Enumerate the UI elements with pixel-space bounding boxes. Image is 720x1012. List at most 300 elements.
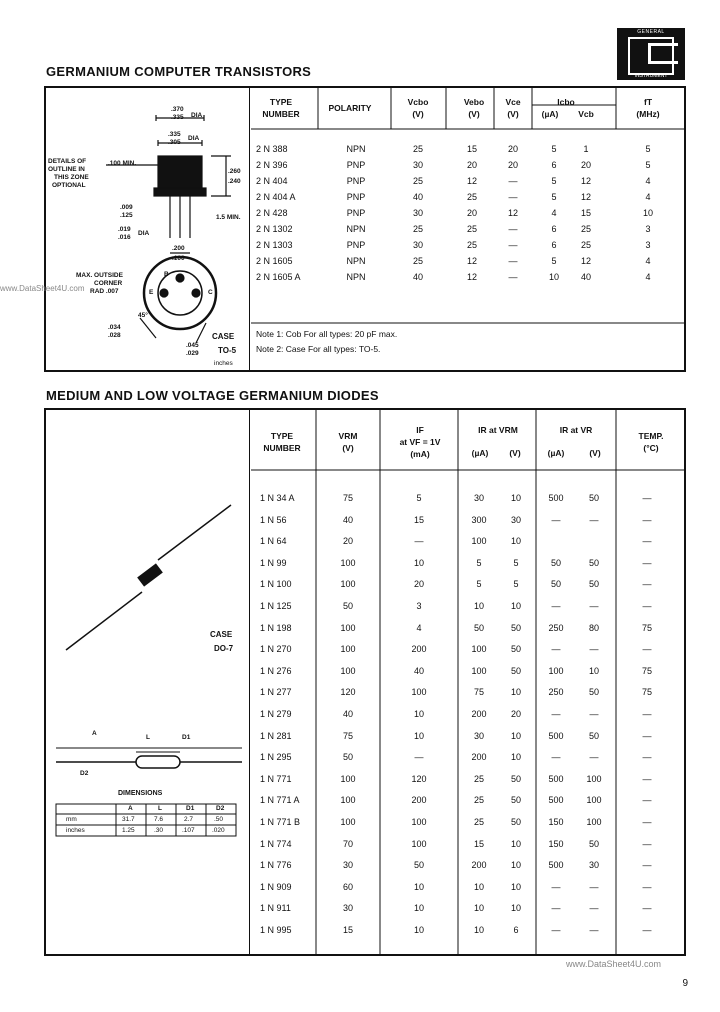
details-label: DETAILS OF xyxy=(48,158,87,165)
transistor-vce-cell: — xyxy=(508,240,518,250)
dim-row-inches: inches xyxy=(66,827,85,834)
hdr-polarity: POLARITY xyxy=(328,103,372,113)
diode-number-cell: 1 N 64 xyxy=(260,536,287,547)
diode-number-cell: 1 N 100 xyxy=(260,579,292,590)
diode-if-cell: 120 xyxy=(411,773,427,784)
lead-c-label: C xyxy=(208,289,213,296)
transistor-vce-cell: — xyxy=(508,272,518,282)
transistor-vebo-cell: 25 xyxy=(466,192,477,202)
diode-v1-cell: 50 xyxy=(510,773,521,784)
diode-v2-cell: 50 xyxy=(588,730,599,741)
diode-v2-cell: 50 xyxy=(588,838,599,849)
diode-ir2-cell: 500 xyxy=(548,773,564,784)
diode-ir2-cell: 500 xyxy=(548,493,564,503)
diode-v2-cell: 50 xyxy=(588,687,599,698)
diode-vrm-cell: 100 xyxy=(340,795,356,806)
transistor-number-cell: 2 N 1303 xyxy=(256,240,293,250)
diode-case-type: DO-7 xyxy=(214,644,234,653)
diode-ir2-cell: 150 xyxy=(548,838,564,849)
diode-temp-cell: — xyxy=(642,601,652,611)
diode-ir1-cell: 300 xyxy=(471,514,487,525)
diode-ir1-cell: 100 xyxy=(471,536,487,547)
d-hdr-v1-unit: (V) xyxy=(509,448,521,458)
diode-temp-cell: — xyxy=(642,644,652,655)
diode-ir1-cell: 75 xyxy=(473,687,484,698)
diode-ir2-cell: 500 xyxy=(548,730,564,741)
diode-vrm-cell: 30 xyxy=(342,860,353,871)
dim-028: .028 xyxy=(108,332,121,339)
diode-v2-cell: 50 xyxy=(588,493,599,503)
watermark-right: www.DataSheet4U.com xyxy=(566,959,662,969)
dim-100: .100 xyxy=(172,255,185,262)
diode-if-cell: 100 xyxy=(411,838,427,849)
d-hdr-type: TYPE xyxy=(270,431,294,441)
diode-number-cell: 1 N 295 xyxy=(260,752,292,763)
note-1: Note 1: Cob For all types: 20 pF max. xyxy=(256,329,398,339)
diode-if-cell: — xyxy=(414,536,424,547)
diode-v2-cell: — xyxy=(589,644,599,655)
diode-temp-cell: — xyxy=(642,536,652,547)
diode-ir1-cell: 25 xyxy=(473,773,484,784)
transistor-number-cell: 2 N 1605 xyxy=(256,256,293,266)
transistor-vcb-cell: 40 xyxy=(580,272,591,282)
diode-number-cell: 1 N 771 B xyxy=(260,817,301,827)
transistor-icbo-cell: 5 xyxy=(551,144,557,154)
diode-v1-cell: 10 xyxy=(510,860,521,871)
transistor-polarity-cell: PNP xyxy=(346,208,366,218)
transistor-vcbo-cell: 25 xyxy=(412,144,423,154)
diode-vrm-cell: 100 xyxy=(340,644,356,655)
dim-125: .125 xyxy=(120,212,133,219)
diode-if-cell: 200 xyxy=(411,795,427,806)
rad-label: RAD .007 xyxy=(90,288,119,295)
diode-v2-cell: 100 xyxy=(586,817,602,827)
transistor-ft-cell: 5 xyxy=(645,160,651,170)
dim-019: .019 xyxy=(118,226,131,233)
diode-number-cell: 1 N 125 xyxy=(260,601,292,611)
diode-v2-cell: 100 xyxy=(586,795,602,806)
d-hdr-ir2-unit: (µA) xyxy=(547,448,565,458)
transistor-ft-cell: 10 xyxy=(642,208,653,218)
dim-label-d2: D2 xyxy=(80,770,89,777)
hdr-vcbo-unit: (V) xyxy=(412,109,424,119)
diode-ir2-cell: 50 xyxy=(550,579,561,590)
dim-335b: .335 xyxy=(168,131,181,138)
diode-ir1-cell: 25 xyxy=(473,817,484,827)
lead-e-label: E xyxy=(149,289,154,296)
transistor-vcbo-cell: 25 xyxy=(412,256,423,266)
diode-ir1-cell: 30 xyxy=(473,493,484,503)
diode-vrm-cell: 15 xyxy=(342,925,353,935)
diode-case-label: CASE xyxy=(210,630,233,639)
d-hdr-vrm-unit: (V) xyxy=(342,443,354,453)
transistor-vcb-cell: 12 xyxy=(580,176,591,186)
d-hdr-temp: TEMP. xyxy=(638,431,664,441)
hdr-vce-unit: (V) xyxy=(507,109,519,119)
d-hdr-if: IF xyxy=(416,425,424,435)
diode-v2-cell: 10 xyxy=(588,665,599,676)
diode-temp-cell: — xyxy=(642,925,652,935)
transistor-vebo-cell: 25 xyxy=(466,240,477,250)
transistor-vcbo-cell: 30 xyxy=(412,160,423,170)
case-label: CASE xyxy=(212,332,235,341)
diode-vrm-cell: 100 xyxy=(340,817,356,827)
hdr-vcbo: Vcbo xyxy=(407,97,429,107)
diode-number-cell: 1 N 774 xyxy=(260,838,292,849)
dim-hdr-d2: D2 xyxy=(216,805,225,812)
diode-temp-cell: — xyxy=(642,493,652,503)
diode-number-cell: 1 N 776 xyxy=(260,860,292,871)
dim-hdr-a: A xyxy=(128,805,133,812)
transistor-icbo-cell: 10 xyxy=(548,272,559,282)
lead-b-label: B xyxy=(164,271,169,278)
diode-ir1-cell: 10 xyxy=(473,881,484,892)
diode-ir2-cell: 100 xyxy=(548,665,564,676)
hdr-vcb: Vcb xyxy=(578,109,594,119)
dia-label-1: DIA xyxy=(191,112,203,119)
diode-number-cell: 1 N 276 xyxy=(260,665,292,676)
watermark-left: www.DataSheet4U.com xyxy=(0,284,85,293)
do7-case-drawing xyxy=(46,410,250,954)
diode-temp-cell: — xyxy=(642,752,652,763)
diode-v1-cell: 6 xyxy=(513,925,519,935)
diode-ir2-cell: — xyxy=(551,514,561,525)
diode-vrm-cell: 75 xyxy=(342,493,353,503)
transistor-icbo-cell: 5 xyxy=(551,176,557,186)
diode-v2-cell: — xyxy=(589,709,599,719)
dim-029: .029 xyxy=(186,350,199,357)
diode-temp-cell: — xyxy=(642,795,652,806)
diode-temp-cell: — xyxy=(642,773,652,784)
diode-if-cell: 50 xyxy=(413,860,424,871)
d-hdr-ir-vrm: IR at VRM xyxy=(478,425,518,435)
diode-ir2-cell: — xyxy=(551,881,561,892)
diode-vrm-cell: 100 xyxy=(340,622,356,633)
d-hdr-temp-unit: (°C) xyxy=(643,443,659,453)
dim-hdr-l: L xyxy=(158,805,162,812)
transistor-vcbo-cell: 40 xyxy=(412,272,423,282)
transistor-vce-cell: 20 xyxy=(507,160,518,170)
transistor-vcb-cell: 25 xyxy=(580,240,591,250)
diode-if-cell: — xyxy=(414,752,424,763)
diode-v1-cell: 5 xyxy=(513,557,519,568)
dim-label-l: L xyxy=(146,734,150,741)
transistor-ft-cell: 4 xyxy=(645,272,651,282)
diode-v1-cell: 10 xyxy=(510,536,521,547)
diode-if-cell: 4 xyxy=(416,622,422,633)
d-hdr-if-unit: (mA) xyxy=(410,449,430,459)
diode-v2-cell: 100 xyxy=(586,773,602,784)
diode-if-cell: 15 xyxy=(413,514,424,525)
transistor-vce-cell: — xyxy=(508,224,518,234)
diode-ir2-cell: — xyxy=(551,925,561,935)
diode-ir2-cell: — xyxy=(551,903,561,914)
d-hdr-vrm: VRM xyxy=(338,431,358,441)
diode-v1-cell: 50 xyxy=(510,665,521,676)
diode-ir1-cell: 10 xyxy=(473,925,484,935)
diode-number-cell: 1 N 277 xyxy=(260,687,292,698)
transistor-ft-cell: 3 xyxy=(645,224,651,234)
diode-ir2-cell: 250 xyxy=(548,687,564,698)
transistor-vcb-cell: 25 xyxy=(580,224,591,234)
dim-mm-a: 31.7 xyxy=(122,816,135,823)
dim-in-d1: .107 xyxy=(182,827,195,834)
diode-if-cell: 100 xyxy=(411,817,427,827)
diode-v2-cell: 50 xyxy=(588,579,599,590)
transistor-drawing-panel xyxy=(46,88,250,370)
diode-temp-cell: — xyxy=(642,709,652,719)
d-hdr-v2-unit: (V) xyxy=(589,448,601,458)
d-hdr-if-cond: at VF = 1V xyxy=(399,437,441,447)
dia-label-2: DIA xyxy=(188,135,200,142)
diode-v2-cell: — xyxy=(589,881,599,892)
diode-number-cell: 1 N 279 xyxy=(260,709,292,719)
logo-frame xyxy=(628,37,674,75)
diode-ir2-cell: — xyxy=(551,644,561,655)
transistor-number-cell: 2 N 428 xyxy=(256,208,288,218)
transistor-icbo-cell: 6 xyxy=(551,224,557,234)
diode-if-cell: 10 xyxy=(413,557,424,568)
dim-row-mm: mm xyxy=(66,816,77,823)
transistor-vcb-cell: 12 xyxy=(580,192,591,202)
diode-number-cell: 1 N 34 A xyxy=(260,493,295,503)
diode-if-cell: 10 xyxy=(413,709,424,719)
dim-240: .240 xyxy=(228,178,241,185)
dim-034: .034 xyxy=(108,324,121,331)
diode-v1-cell: 10 xyxy=(510,493,521,503)
transistor-polarity-cell: NPN xyxy=(346,144,366,154)
diode-v2-cell: 30 xyxy=(588,860,599,871)
transistor-vebo-cell: 25 xyxy=(466,224,477,234)
diode-ir1-cell: 200 xyxy=(471,709,487,719)
diode-vrm-cell: 100 xyxy=(340,665,356,676)
diode-vrm-cell: 100 xyxy=(340,773,356,784)
diode-ir2-cell: — xyxy=(551,601,561,611)
diode-ir1-cell: 5 xyxy=(476,579,482,590)
dim-200: .200 xyxy=(172,245,185,252)
hdr-ft: fT xyxy=(643,97,653,107)
transistor-vcbo-cell: 25 xyxy=(412,176,423,186)
diode-ir1-cell: 10 xyxy=(473,601,484,611)
diode-v2-cell: 50 xyxy=(588,557,599,568)
hdr-vebo-unit: (V) xyxy=(468,109,480,119)
diode-vrm-cell: 75 xyxy=(342,730,353,741)
outline-label: OUTLINE IN xyxy=(48,166,85,173)
transistor-vce-cell: — xyxy=(508,192,518,202)
diode-v1-cell: 50 xyxy=(510,795,521,806)
dim-label-d1: D1 xyxy=(182,734,191,741)
transistor-vcbo-cell: 25 xyxy=(412,224,423,234)
diode-number-cell: 1 N 995 xyxy=(260,925,292,935)
transistor-vcb-cell: 20 xyxy=(580,160,591,170)
diode-ir1-cell: 10 xyxy=(473,903,484,914)
logo-bottom-text: INSTRUMENT xyxy=(634,73,668,79)
diode-v2-cell: — xyxy=(589,514,599,525)
transistor-ft-cell: 4 xyxy=(645,176,651,186)
diode-number-cell: 1 N 270 xyxy=(260,644,292,655)
logo-mark-icon xyxy=(648,43,678,64)
d-hdr-ir1-unit: (µA) xyxy=(471,448,489,458)
max-outside-label: MAX. OUTSIDE xyxy=(76,272,123,279)
diode-number-cell: 1 N 198 xyxy=(260,622,292,633)
diode-v1-cell: 30 xyxy=(510,514,521,525)
dim-016: .016 xyxy=(118,234,131,241)
diode-v1-cell: 5 xyxy=(513,579,519,590)
angle-label: 45° xyxy=(138,312,148,319)
diode-ir2-cell: 500 xyxy=(548,795,564,806)
dim-in-a: 1.25 xyxy=(122,827,135,834)
diode-ir1-cell: 50 xyxy=(473,622,484,633)
dim-009: .009 xyxy=(120,204,133,211)
diode-ir1-cell: 15 xyxy=(473,838,484,849)
diode-vrm-cell: 50 xyxy=(342,601,353,611)
diode-drawing-panel xyxy=(46,410,250,954)
hdr-type: TYPE xyxy=(269,97,293,107)
diode-v1-cell: 50 xyxy=(510,817,521,827)
diode-temp-cell: — xyxy=(642,817,652,827)
transistor-number-cell: 2 N 396 xyxy=(256,160,288,170)
diode-if-cell: 10 xyxy=(413,925,424,935)
dim-mm-d2: .50 xyxy=(214,816,224,823)
diode-ir2-cell: — xyxy=(551,709,561,719)
company-logo xyxy=(617,28,685,80)
transistor-vebo-cell: 12 xyxy=(466,256,477,266)
transistor-vebo-cell: 20 xyxy=(466,208,477,218)
diode-vrm-cell: 70 xyxy=(342,838,353,849)
diode-vrm-cell: 120 xyxy=(340,687,356,698)
transistor-number-cell: 2 N 404 xyxy=(256,176,288,186)
diode-ir2-cell: 50 xyxy=(550,557,561,568)
dimensions-title: DIMENSIONS xyxy=(118,790,163,797)
zone-label: THIS ZONE xyxy=(54,174,89,181)
dim-100-min: .100 MIN. xyxy=(108,160,137,167)
diode-ir1-cell: 100 xyxy=(471,644,487,655)
dim-mm-l: 7.6 xyxy=(154,816,164,823)
diode-ir1-cell: 200 xyxy=(471,860,487,871)
diode-v1-cell: 10 xyxy=(510,752,521,763)
optional-label: OPTIONAL xyxy=(52,182,86,189)
diode-if-cell: 100 xyxy=(411,687,427,698)
diode-temp-cell: 75 xyxy=(641,687,652,698)
diode-v1-cell: 10 xyxy=(510,881,521,892)
diode-ir2-cell: 150 xyxy=(548,817,564,827)
transistor-ft-cell: 4 xyxy=(645,256,651,266)
transistor-icbo-cell: 6 xyxy=(551,240,557,250)
transistor-vebo-cell: 20 xyxy=(466,160,477,170)
dia-label-3: DIA xyxy=(138,230,150,237)
transistor-icbo-cell: 5 xyxy=(551,256,557,266)
diode-if-cell: 10 xyxy=(413,881,424,892)
transistor-vcb-cell: 12 xyxy=(580,256,591,266)
hdr-vebo: Vebo xyxy=(463,97,485,107)
diode-if-cell: 20 xyxy=(413,579,424,590)
diode-number-cell: 1 N 911 xyxy=(260,903,291,914)
transistor-number-cell: 2 N 404 A xyxy=(256,192,296,202)
transistor-polarity-cell: NPN xyxy=(346,272,366,282)
diode-v1-cell: 10 xyxy=(510,687,521,698)
diode-vrm-cell: 100 xyxy=(340,579,356,590)
dim-260: .260 xyxy=(228,168,241,175)
diode-v1-cell: 10 xyxy=(510,838,521,849)
transistor-vce-cell: — xyxy=(508,256,518,266)
hdr-number: NUMBER xyxy=(262,109,300,119)
diode-vrm-cell: 50 xyxy=(342,752,353,763)
transistor-polarity-cell: PNP xyxy=(346,160,366,170)
diode-if-cell: 3 xyxy=(416,601,422,611)
diode-vrm-cell: 100 xyxy=(340,557,356,568)
diode-vrm-cell: 30 xyxy=(342,903,353,914)
diode-vrm-cell: 40 xyxy=(342,709,353,719)
dim-045: .045 xyxy=(186,342,199,349)
diode-if-cell: 200 xyxy=(411,644,427,655)
transistor-icbo-cell: 6 xyxy=(551,160,557,170)
diode-if-cell: 40 xyxy=(413,665,424,676)
transistors-box xyxy=(44,86,686,372)
transistor-vebo-cell: 12 xyxy=(466,272,477,282)
corner-label: CORNER xyxy=(94,280,123,287)
diode-vrm-cell: 20 xyxy=(342,536,353,547)
diode-ir2-cell: — xyxy=(551,752,561,763)
diode-temp-cell: — xyxy=(642,860,652,871)
diode-if-cell: 10 xyxy=(413,903,424,914)
transistor-polarity-cell: PNP xyxy=(346,240,366,250)
diode-temp-cell: — xyxy=(642,838,652,849)
diode-vrm-cell: 60 xyxy=(342,881,353,892)
transistor-polarity-cell: PNP xyxy=(346,176,366,186)
dim-label-a: A xyxy=(92,730,97,737)
transistor-icbo-cell: 4 xyxy=(551,208,557,218)
transistor-number-cell: 2 N 1605 A xyxy=(256,272,301,282)
case-type-label: TO-5 xyxy=(218,346,237,355)
inches-label: inches xyxy=(214,360,233,367)
transistor-ft-cell: 4 xyxy=(645,192,651,202)
transistor-vcbo-cell: 30 xyxy=(412,208,423,218)
diode-ir1-cell: 30 xyxy=(473,730,484,741)
diode-number-cell: 1 N 281 xyxy=(260,730,292,741)
diode-v1-cell: 10 xyxy=(510,903,521,914)
transistor-vce-cell: 20 xyxy=(507,144,518,154)
d-hdr-number: NUMBER xyxy=(263,443,301,453)
diode-v1-cell: 10 xyxy=(510,730,521,741)
diode-v1-cell: 10 xyxy=(510,601,521,611)
dim-305: .305 xyxy=(168,139,181,146)
diode-if-cell: 10 xyxy=(413,730,424,741)
note-2: Note 2: Case For all types: TO-5. xyxy=(256,344,381,354)
transistor-ft-cell: 5 xyxy=(645,144,651,154)
diode-ir1-cell: 5 xyxy=(476,557,482,568)
diode-ir1-cell: 100 xyxy=(471,665,487,676)
diode-v2-cell: — xyxy=(589,903,599,914)
transistor-number-cell: 2 N 388 xyxy=(256,144,288,154)
transistor-vcb-cell: 1 xyxy=(583,144,589,154)
diode-v2-cell: — xyxy=(589,601,599,611)
diode-temp-cell: — xyxy=(642,557,652,568)
transistor-polarity-cell: NPN xyxy=(346,224,366,234)
diode-v2-cell: — xyxy=(589,752,599,763)
diode-ir1-cell: 200 xyxy=(471,752,487,763)
diode-v2-cell: 80 xyxy=(588,622,599,633)
diode-temp-cell: — xyxy=(642,579,652,590)
diode-temp-cell: 75 xyxy=(641,665,652,676)
diode-ir2-cell: 250 xyxy=(548,622,564,633)
diode-v1-cell: 50 xyxy=(510,622,521,633)
transistor-ft-cell: 3 xyxy=(645,240,651,250)
diode-temp-cell: — xyxy=(642,514,652,525)
d-hdr-ir-vr: IR at VR xyxy=(559,425,593,435)
dim-hdr-d1: D1 xyxy=(186,805,195,812)
diode-v1-cell: 50 xyxy=(510,644,521,655)
page-number: 9 xyxy=(682,978,688,989)
